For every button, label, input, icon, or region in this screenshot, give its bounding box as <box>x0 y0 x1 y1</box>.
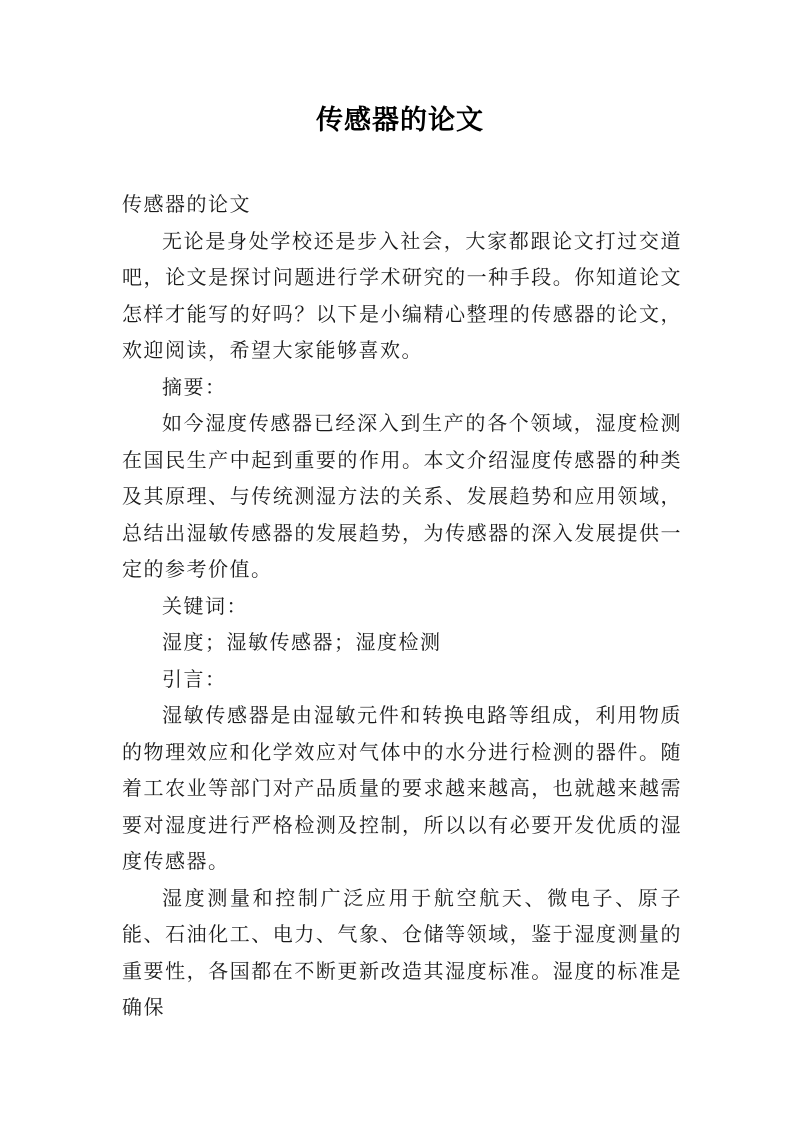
paragraph-humidity-measurement: 湿度测量和控制广泛应用于航空航天、微电子、原子能、石油化工、电力、气象、仓储等领域，鉴于湿度测量的重要性，各国都在不断更新改造其湿度标准。湿度的标准是确保 <box>122 885 682 1019</box>
heading-keywords: 关键词： <box>162 593 248 618</box>
paragraph-introduction: 湿敏传感器是由湿敏元件和转换电路等组成，利用物质的物理效应和化学效应对气体中的水分进行检测的器件。随着工农业等部门对产品质量的要求越来越高，也就越来越需要对湿度进行严格检测及控制，所以以有必要开发优质的湿度传感器。 <box>122 703 682 873</box>
document-title: 传感器的论文 <box>316 105 484 136</box>
paragraph-abstract: 如今湿度传感器已经深入到生产的各个领域，湿度检测在国民生产中起到重要的作用。本文介绍湿度传感器的种类及其原理、与传统测湿方法的关系、发展趋势和应用领域，总结出湿敏传感器的发展趋势，为传感器的深入发展提供一定的参考价值。 <box>122 411 682 581</box>
document-body <box>122 186 682 1026</box>
heading-introduction: 引言： <box>162 666 227 691</box>
paragraph-subtitle: 传感器的论文 <box>122 192 251 216</box>
paragraph-keywords: 湿度；湿敏传感器；湿度检测 <box>162 630 442 654</box>
paragraph-intro: 无论是身处学校还是步入社会，大家都跟论文打过交道吧，论文是探讨问题进行学术研究的一种手段。你知道论文怎样才能写的好吗？以下是小编精心整理的传感器的论文，欢迎阅读，希望大家能够喜欢。 <box>122 228 682 362</box>
heading-abstract: 摘要： <box>162 374 227 399</box>
